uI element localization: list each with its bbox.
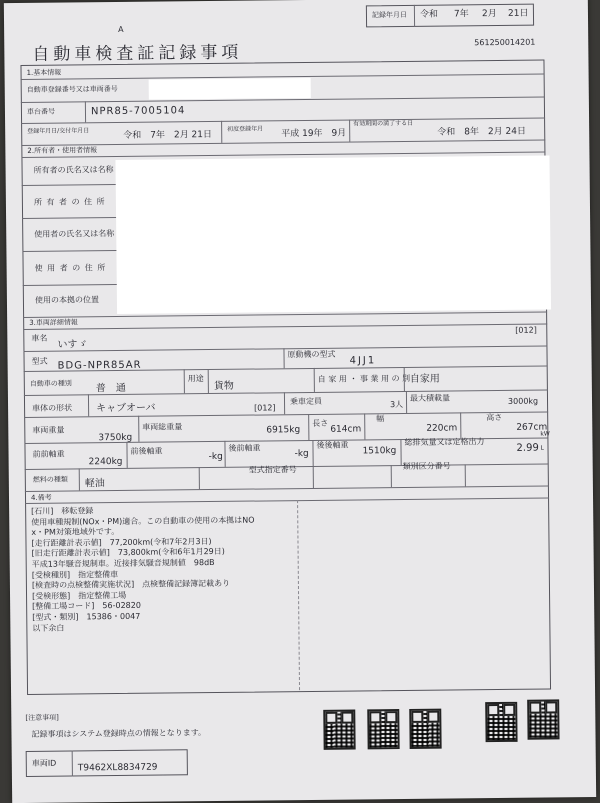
section1-label: 1.基本情報	[26, 68, 62, 77]
type-designation-label: 型式指定番号	[248, 465, 297, 475]
user-name-label: 使用者の氏名又は名称	[34, 229, 115, 239]
height-label: 高さ	[486, 412, 503, 423]
record-date-day: 21日	[507, 8, 529, 19]
record-date-year: 7年	[453, 9, 469, 20]
kind-value: 普 通	[95, 382, 126, 395]
remarks-line: [石川] 移転登録	[31, 506, 94, 516]
max-load-value: 3000kg	[507, 396, 539, 406]
user-address-label: 使 用 者 の 住 所	[34, 263, 107, 273]
weight-label: 車両重量	[32, 425, 65, 435]
gross-weight-value: 6915kg	[266, 425, 301, 436]
record-date-label: 記録年月日	[371, 10, 408, 20]
displacement-unit-l: L	[540, 444, 544, 452]
front-front-axle-label: 前前軸重	[32, 449, 65, 459]
front-rear-axle-value: -kg	[208, 451, 223, 463]
maker-label: 車名	[31, 333, 48, 343]
remarks-line: [受検形態] 指定整備工場	[31, 590, 127, 601]
max-load-label: 最大積載量	[409, 393, 451, 403]
capacity-label: 乗車定員	[289, 396, 323, 407]
front-front-axle-value: 2240kg	[88, 456, 123, 468]
reg-number-redaction	[149, 78, 311, 100]
remarks-line: 平成13年騒音規制車。近接排気騒音規制値 98dB	[31, 557, 215, 569]
body-value: キャブオーバ	[96, 402, 156, 415]
qr-code-4	[485, 702, 517, 742]
form-mark: A	[118, 24, 124, 34]
model-label: 型式	[31, 356, 48, 366]
remarks-line: [整備工場コード] 56-02820	[32, 601, 141, 612]
remarks-line: [検査時の点検整備実施状況] 点検整備記録簿記載あり	[31, 579, 231, 591]
remarks-line: 以下余白	[32, 623, 65, 633]
length-value: 614cm	[330, 424, 362, 435]
length-label: 長さ	[312, 418, 329, 428]
qr-code-5	[527, 699, 559, 739]
remarks-line: [型式・類別] 15386・0047	[32, 611, 141, 622]
expiry-label: 有効期間の満了する日	[353, 119, 414, 128]
issue-date-value: 令和 7年 2月 21日	[123, 129, 213, 141]
width-value: 220cm	[426, 423, 458, 434]
rear-front-axle-value: -kg	[294, 448, 309, 460]
qr-code-2	[367, 709, 399, 749]
maker-code: [012]	[515, 325, 537, 335]
remarks-line: 使用車種規制(NOx・PM)適合。この自動車の使用の本拠はNO	[31, 515, 255, 527]
expiry-value: 令和 8年 2月 24日	[437, 126, 527, 138]
issue-date-label: 登録年月日/交付年月日	[27, 127, 90, 135]
remarks-line: [走行距離計表示値] 77,200km(令和7年2月3日)	[31, 536, 212, 548]
maker-value: いすゞ	[57, 339, 88, 351]
owner-name-label: 所有者の氏名又は名称	[33, 165, 114, 175]
chassis-label: 車台番号	[26, 107, 56, 116]
record-date-era: 令和	[419, 9, 439, 20]
section4-label: 4.備考	[30, 493, 52, 502]
vehicle-id-label: 車両ID	[31, 758, 57, 768]
qr-code-1	[323, 710, 355, 750]
rear-rear-axle-value: 1510kg	[362, 446, 397, 457]
capacity-value: 3人	[390, 400, 404, 410]
owner-address-label: 所 有 者 の 住 所	[33, 197, 106, 207]
gross-weight-label: 車両総重量	[142, 422, 183, 432]
engine-value: 4JJ1	[349, 355, 377, 367]
displacement-unit-kw: kW	[540, 430, 550, 438]
record-date-month: 2月	[481, 9, 497, 20]
remarks-line: [受検種別] 指定整備車	[31, 569, 119, 580]
body-code: [012]	[254, 403, 276, 413]
remarks-line: x・PM対策地域外です。	[31, 527, 120, 538]
vehicle-id-value: T9462XL8834729	[77, 762, 158, 774]
use-label: 用途	[187, 374, 204, 384]
document-title: 自動車検査証記録事項	[32, 42, 243, 65]
qr-code-3	[409, 709, 441, 749]
private-label: 自 家 用 ・ 事 業 用 の 別	[317, 373, 411, 384]
fuel-label: 燃料の種類	[32, 475, 68, 484]
use-value: 貨物	[213, 380, 234, 392]
rear-rear-axle-label: 後後軸重	[316, 440, 349, 450]
displacement-value: 2.99	[516, 442, 539, 454]
reg-number-label: 自動車登録番号又は車両番号	[26, 84, 118, 94]
front-rear-axle-label: 前後軸重	[130, 446, 163, 456]
serial-number: 561250014201	[474, 37, 536, 48]
base-location-label: 使用の本拠の位置	[34, 295, 99, 305]
remarks-line: [旧走行距離計表示値] 73,800km(令和6年1月29日)	[31, 547, 225, 559]
kind-label: 自動車の種別	[29, 379, 72, 388]
first-registration-value: 平成 19年 9月	[281, 128, 347, 140]
fuel-value: 軽油	[84, 478, 105, 490]
section3-label: 3.車両詳細情報	[29, 318, 78, 327]
first-registration-label: 初度登録年月	[227, 125, 264, 133]
class-number-label: 類別区分番号	[402, 461, 451, 472]
width-label: 幅	[376, 414, 385, 424]
height-value: 267cm	[516, 422, 548, 433]
inspection-certificate-sheet	[4, 0, 596, 803]
body-label: 車体の形状	[32, 403, 73, 413]
rear-front-axle-label: 後前軸重	[228, 443, 261, 453]
owner-info-redaction	[115, 155, 551, 314]
chassis-value: NPR85-7005104	[90, 105, 186, 118]
weight-value: 3750kg	[98, 432, 133, 444]
private-value: 自家用	[409, 373, 440, 385]
section2-label: 2.所有者・使用者情報	[27, 146, 98, 155]
model-value: BDG-NPR85AR	[57, 359, 142, 372]
notes-text: 記録事項はシステム登録時点の情報となります。	[31, 728, 207, 739]
engine-label: 原動機の型式	[287, 349, 336, 360]
notes-label: [注意事項]	[25, 713, 59, 722]
displacement-label: 総排気量又は定格出力	[404, 437, 485, 447]
